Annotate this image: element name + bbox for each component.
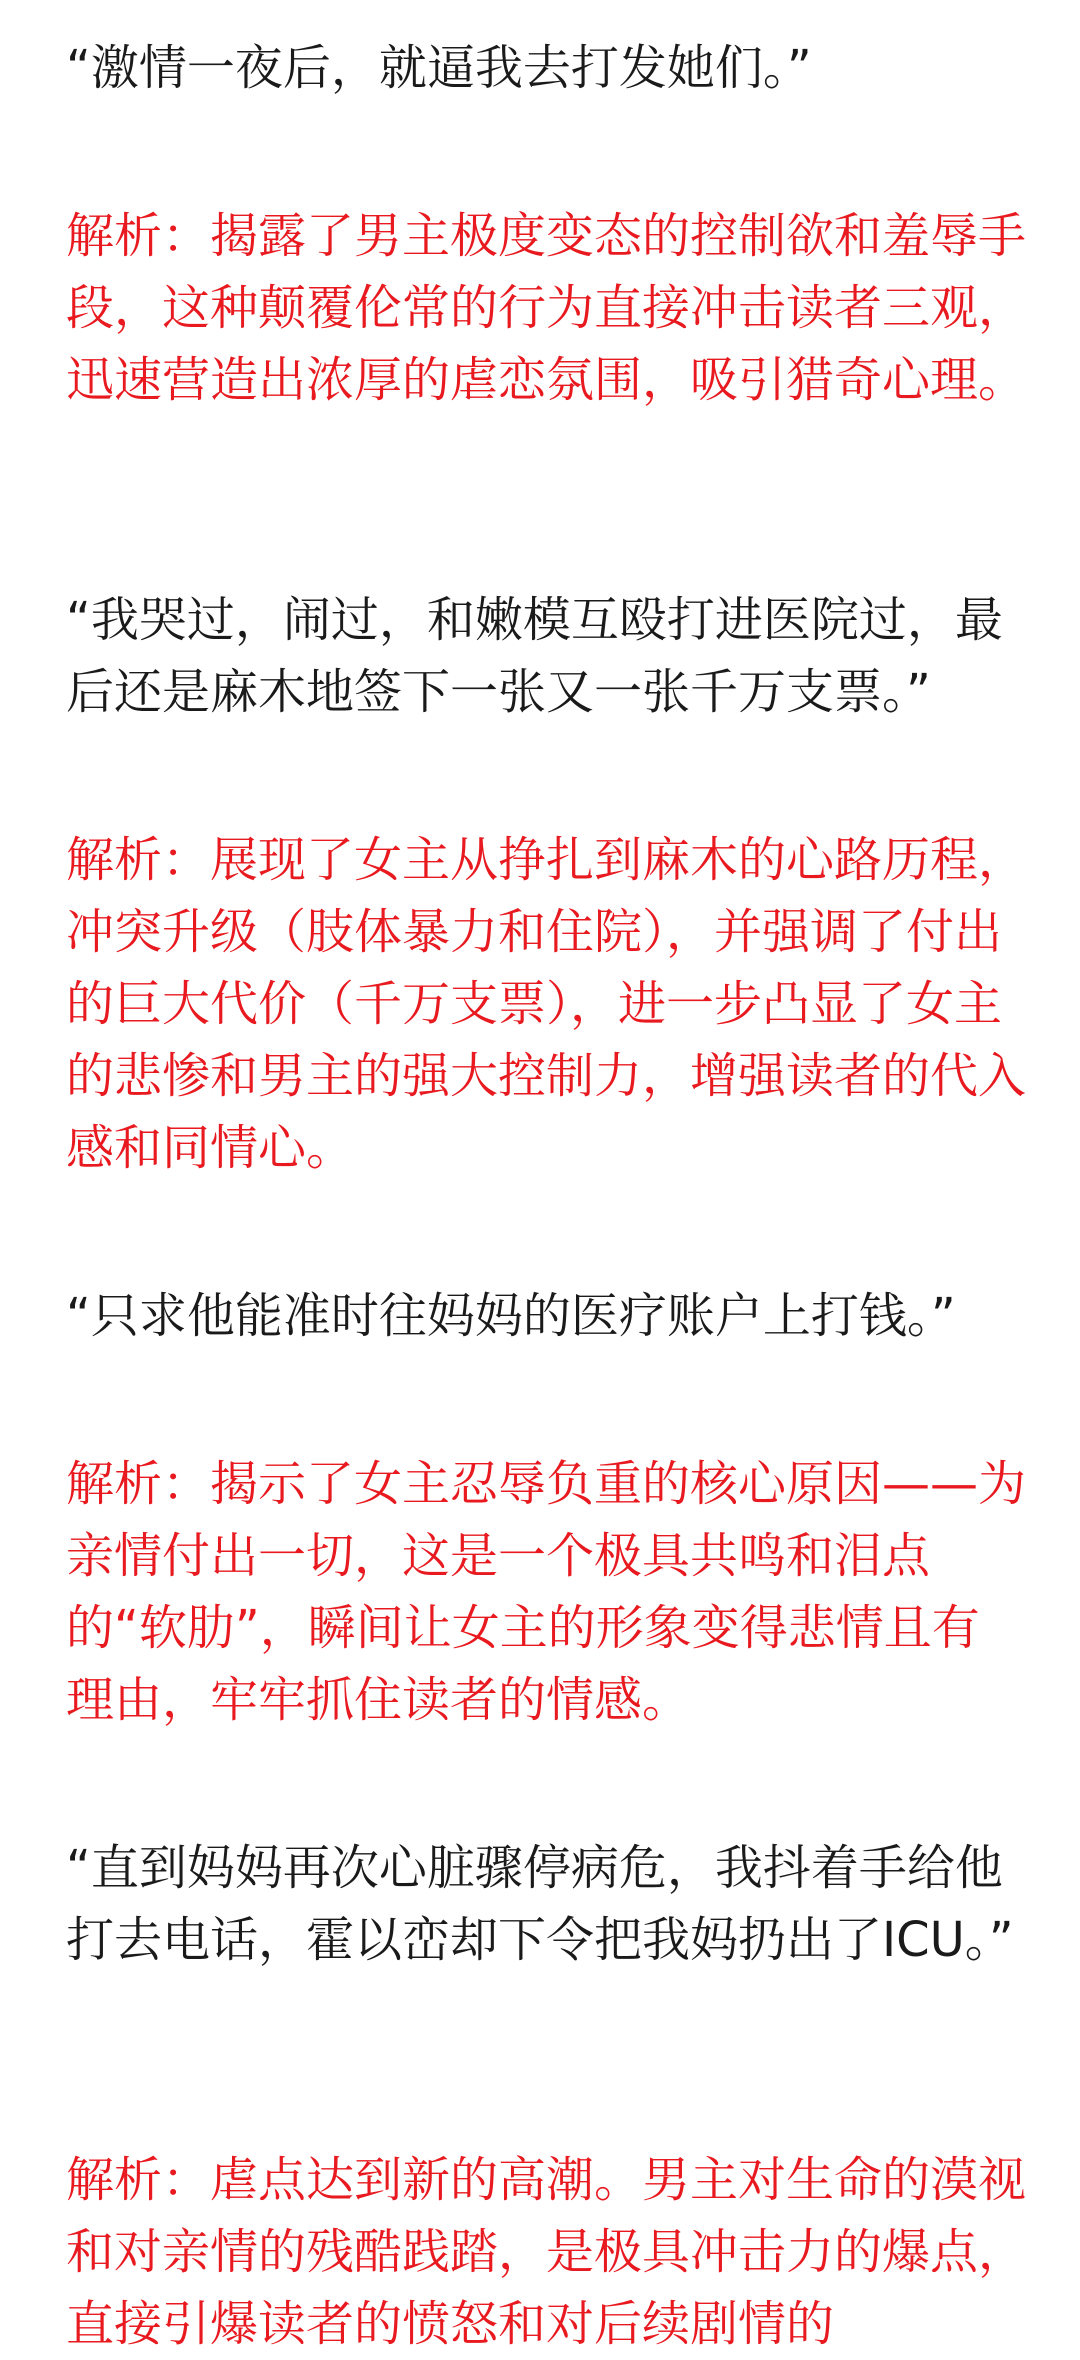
analysis-paragraph: 解析：虐点达到新的高潮。男主对生命的漠视和对亲情的残酷践踏，是极具冲击力的爆点，直接引爆读者的愤怒和对后续剧情的 bbox=[66, 2152, 1027, 2352]
quote-paragraph: “直到妈妈再次心脏骤停病危，我抖着手给他打去电话，霍以峦却下令把我妈扔出了ICU。” bbox=[66, 1840, 1014, 1968]
quote-paragraph: “我哭过，闹过，和嫩模互殴打进医院过，最后还是麻木地签下一张又一张千万支票。” bbox=[66, 592, 1003, 720]
analysis-paragraph: 解析：揭露了男主极度变态的控制欲和羞辱手段，这种颠覆伦常的行为直接冲击读者三观，迅速营造出浓厚的虐恋氛围，吸引猎奇心理。 bbox=[66, 208, 1027, 408]
quote-paragraph: “激情一夜后，就逼我去打发她们。” bbox=[66, 40, 812, 96]
analysis-paragraph: 解析：展现了女主从挣扎到麻木的心路历程，冲突升级（肢体暴力和住院），并强调了付出的巨大代价（千万支票），进一步凸显了女主的悲惨和男主的强大控制力，增强读者的代入感和同情心。 bbox=[66, 832, 1027, 1176]
quote-paragraph: “只求他能准时往妈妈的医疗账户上打钱。” bbox=[66, 1288, 956, 1344]
analysis-paragraph: 解析：揭示了女主忍辱负重的核心原因——为亲情付出一切，这是一个极具共鸣和泪点的“软肋”，瞬间让女主的形象变得悲情且有理由，牢牢抓住读者的情感。 bbox=[66, 1456, 1027, 1728]
